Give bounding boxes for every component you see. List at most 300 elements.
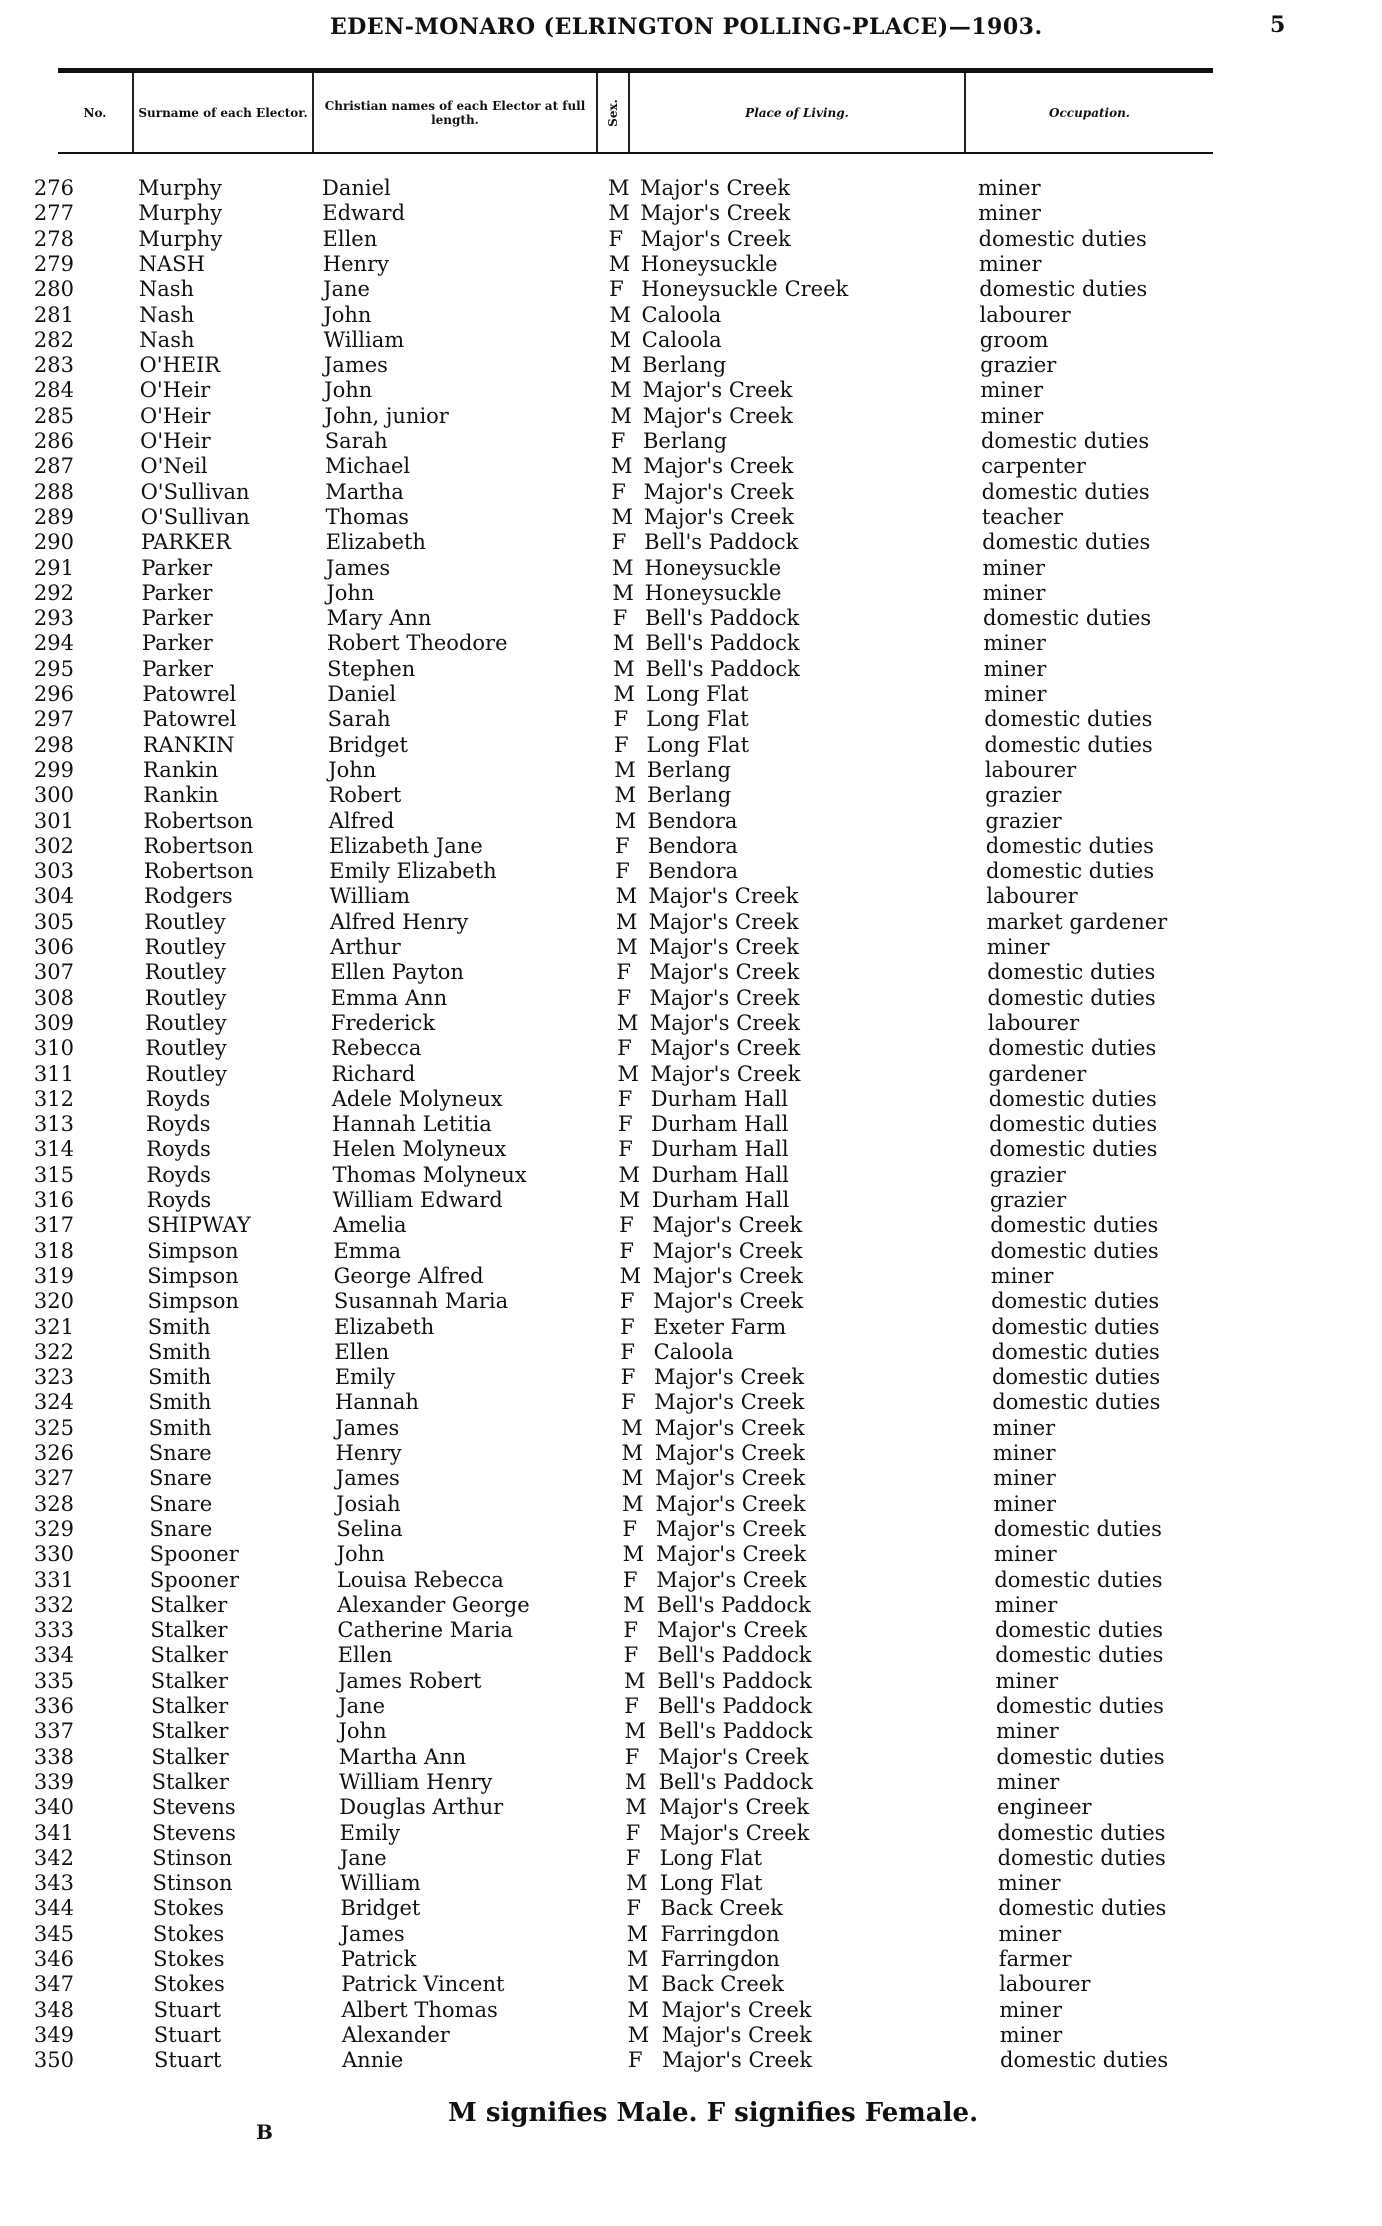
elector-place: Durham Hall bbox=[651, 1112, 789, 1137]
elector-sex: F bbox=[625, 1820, 641, 1845]
elector-number: 325 bbox=[33, 1415, 74, 1440]
elector-christian-names: Louisa Rebecca bbox=[336, 1567, 504, 1592]
elector-surname: O'Heir bbox=[140, 429, 211, 453]
elector-occupation: miner bbox=[978, 251, 1042, 276]
elector-place: Bendora bbox=[647, 833, 738, 858]
elector-christian-names: Henry bbox=[335, 1441, 402, 1465]
elector-row bbox=[0, 1264, 1382, 1289]
elector-sex: F bbox=[611, 530, 627, 555]
elector-occupation: domestic duties bbox=[980, 429, 1150, 453]
column-header-row bbox=[58, 68, 1213, 154]
elector-number: 304 bbox=[33, 884, 74, 909]
elector-place: Honeysuckle bbox=[644, 580, 782, 605]
elector-place: Caloola bbox=[653, 1339, 734, 1364]
elector-place: Bell's Paddock bbox=[645, 606, 800, 631]
elector-place: Exeter Farm bbox=[653, 1314, 787, 1339]
elector-row bbox=[0, 1998, 1382, 2023]
elector-row bbox=[0, 960, 1382, 985]
elector-row bbox=[0, 1416, 1382, 1441]
elector-place: Back Creek bbox=[661, 1972, 784, 1997]
elector-row bbox=[0, 1643, 1382, 1668]
elector-number: 283 bbox=[33, 353, 74, 378]
elector-occupation: domestic duties bbox=[988, 1086, 1157, 1111]
elector-row bbox=[0, 1542, 1382, 1567]
elector-place: Bell's Paddock bbox=[657, 1694, 813, 1718]
elector-number: 280 bbox=[33, 277, 74, 302]
elector-occupation: grazier bbox=[989, 1188, 1067, 1212]
elector-sex: M bbox=[625, 1769, 647, 1794]
elector-occupation: labourer bbox=[999, 1972, 1091, 1997]
elector-occupation: miner bbox=[980, 403, 1044, 428]
elector-row bbox=[0, 1062, 1382, 1087]
elector-christian-names: Frederick bbox=[330, 1010, 436, 1035]
elector-sex: M bbox=[614, 808, 637, 833]
elector-number: 288 bbox=[33, 479, 74, 504]
elector-christian-names: William bbox=[340, 1871, 421, 1896]
elector-christian-names: Hannah bbox=[334, 1390, 419, 1415]
elector-number: 281 bbox=[33, 302, 74, 327]
elector-christian-names: Rebecca bbox=[331, 1036, 422, 1061]
elector-number: 301 bbox=[33, 808, 74, 833]
elector-occupation: domestic duties bbox=[988, 1036, 1157, 1061]
elector-surname: Stalker bbox=[150, 1592, 228, 1617]
elector-sex: M bbox=[616, 935, 638, 959]
elector-number: 276 bbox=[33, 176, 74, 200]
elector-sex: F bbox=[613, 732, 629, 757]
elector-place: Major's Creek bbox=[656, 1618, 808, 1643]
elector-christian-names: Selina bbox=[336, 1516, 403, 1541]
elector-surname: Stinson bbox=[152, 1845, 233, 1870]
elector-number: 330 bbox=[33, 1542, 74, 1567]
elector-row bbox=[0, 859, 1382, 884]
elector-place: Major's Creek bbox=[656, 1542, 807, 1567]
elector-row bbox=[0, 657, 1382, 682]
elector-number: 282 bbox=[33, 327, 74, 352]
elector-row bbox=[0, 1795, 1382, 1820]
elector-place: Major's Creek bbox=[650, 1036, 801, 1061]
elector-row bbox=[0, 1896, 1382, 1921]
elector-row bbox=[0, 1036, 1382, 1061]
elector-surname: Stokes bbox=[152, 1921, 225, 1946]
elector-surname: Stuart bbox=[154, 2048, 222, 2073]
elector-occupation: farmer bbox=[998, 1947, 1072, 1971]
elector-occupation: gardener bbox=[988, 1061, 1087, 1086]
elector-sex: F bbox=[619, 1213, 634, 1238]
elector-surname: O'Sullivan bbox=[140, 504, 250, 529]
elector-row bbox=[0, 1466, 1382, 1491]
elector-place: Major's Creek bbox=[656, 1567, 807, 1592]
elector-christian-names: Patrick Vincent bbox=[341, 1972, 505, 1997]
elector-place: Honeysuckle bbox=[644, 555, 782, 580]
elector-occupation: grazier bbox=[985, 783, 1062, 808]
elector-sex: M bbox=[619, 1263, 642, 1288]
elector-place: Major's Creek bbox=[649, 985, 800, 1010]
elector-row bbox=[0, 1846, 1382, 1871]
elector-sex: M bbox=[613, 682, 635, 706]
signature-letter: B bbox=[256, 2120, 273, 2144]
elector-christian-names: Catherine Maria bbox=[337, 1618, 514, 1643]
elector-number: 332 bbox=[33, 1592, 74, 1617]
elector-place: Farringdon bbox=[660, 1921, 780, 1946]
elector-surname: Simpson bbox=[147, 1238, 239, 1263]
elector-place: Major's Creek bbox=[648, 909, 799, 934]
elector-christian-names: Mary Ann bbox=[326, 606, 432, 631]
elector-row bbox=[0, 1669, 1382, 1694]
elector-number: 312 bbox=[33, 1086, 74, 1111]
elector-row bbox=[0, 1213, 1382, 1238]
elector-place: Bell's Paddock bbox=[658, 1719, 813, 1744]
elector-number: 295 bbox=[33, 656, 74, 681]
elector-occupation: miner bbox=[996, 1719, 1059, 1744]
elector-sex: M bbox=[609, 302, 631, 327]
elector-number: 346 bbox=[33, 1947, 74, 1971]
elector-place: Long Flat bbox=[645, 682, 749, 706]
elector-surname: Routley bbox=[145, 1010, 227, 1035]
elector-number: 339 bbox=[33, 1769, 74, 1794]
elector-number: 331 bbox=[33, 1567, 74, 1592]
elector-place: Major's Creek bbox=[652, 1263, 803, 1288]
elector-occupation: groom bbox=[979, 327, 1049, 352]
elector-sex: M bbox=[622, 1491, 644, 1516]
elector-place: Bell's Paddock bbox=[645, 631, 800, 656]
col-header-surname: Surname of each Elector. bbox=[134, 73, 314, 152]
elector-place: Major's Creek bbox=[659, 1820, 810, 1845]
page-title: EDEN-MONARO (ELRINGTON POLLING-PLACE)—1903. bbox=[330, 14, 1043, 40]
elector-sex: M bbox=[609, 353, 632, 378]
elector-place: Major's Creek bbox=[640, 201, 791, 226]
elector-number: 289 bbox=[33, 504, 74, 529]
elector-number: 294 bbox=[33, 631, 74, 656]
elector-row bbox=[0, 1315, 1382, 1340]
elector-surname: Snare bbox=[149, 1516, 213, 1541]
elector-surname: NASH bbox=[138, 251, 205, 276]
elector-christian-names: Elizabeth bbox=[325, 530, 426, 555]
elector-row bbox=[0, 1112, 1382, 1137]
elector-christian-names: John, junior bbox=[324, 403, 449, 428]
elector-occupation: domestic duties bbox=[984, 732, 1153, 757]
elector-row bbox=[0, 884, 1382, 909]
elector-surname: Stalker bbox=[151, 1719, 229, 1744]
elector-place: Major's Creek bbox=[658, 1744, 809, 1769]
elector-surname: Stuart bbox=[153, 1997, 221, 2022]
elector-place: Major's Creek bbox=[640, 176, 791, 200]
elector-row bbox=[0, 201, 1382, 226]
elector-sex: F bbox=[619, 1289, 635, 1314]
elector-place: Major's Creek bbox=[655, 1466, 806, 1491]
elector-place: Durham Hall bbox=[650, 1086, 788, 1111]
elector-place: Major's Creek bbox=[649, 1010, 800, 1035]
elector-row bbox=[0, 910, 1382, 935]
elector-number: 307 bbox=[33, 960, 74, 985]
elector-place: Bell's Paddock bbox=[644, 530, 799, 555]
elector-christian-names: James bbox=[335, 1466, 400, 1491]
elector-surname: Spooner bbox=[149, 1542, 239, 1567]
elector-number: 287 bbox=[33, 454, 74, 479]
elector-row bbox=[0, 505, 1382, 530]
elector-occupation: miner bbox=[996, 1769, 1060, 1794]
elector-occupation: domestic duties bbox=[991, 1314, 1160, 1339]
elector-number: 277 bbox=[33, 201, 74, 226]
elector-row bbox=[0, 783, 1382, 808]
elector-sex: M bbox=[615, 909, 638, 934]
elector-row bbox=[0, 1593, 1382, 1618]
elector-surname: SHIPWAY bbox=[146, 1213, 251, 1238]
elector-surname: Murphy bbox=[138, 176, 222, 200]
elector-occupation: domestic duties bbox=[995, 1694, 1164, 1718]
elector-number: 341 bbox=[33, 1820, 74, 1845]
elector-sex: F bbox=[617, 1086, 633, 1111]
elector-surname: Royds bbox=[146, 1188, 212, 1212]
elector-row bbox=[0, 227, 1382, 252]
elector-place: Back Creek bbox=[660, 1896, 784, 1921]
elector-sex: F bbox=[612, 606, 628, 631]
elector-place: Major's Creek bbox=[652, 1213, 803, 1238]
elector-row bbox=[0, 809, 1382, 834]
elector-row bbox=[0, 480, 1382, 505]
elector-row bbox=[0, 1719, 1382, 1744]
elector-row bbox=[0, 1492, 1382, 1517]
elector-place: Major's Creek bbox=[654, 1441, 805, 1465]
elector-occupation: miner bbox=[986, 935, 1050, 959]
elector-place: Major's Creek bbox=[662, 2048, 813, 2073]
elector-christian-names: Arthur bbox=[330, 935, 401, 959]
elector-surname: Smith bbox=[148, 1365, 212, 1390]
elector-occupation: labourer bbox=[986, 884, 1078, 909]
elector-sex: M bbox=[618, 1162, 641, 1187]
elector-occupation: domestic duties bbox=[994, 1618, 1164, 1643]
elector-surname: Robertson bbox=[143, 859, 254, 884]
elector-place: Major's Creek bbox=[655, 1516, 806, 1541]
elector-christian-names: Susannah Maria bbox=[333, 1289, 509, 1314]
elector-surname: Stalker bbox=[150, 1643, 228, 1668]
elector-row bbox=[0, 758, 1382, 783]
elector-number: 335 bbox=[33, 1668, 74, 1693]
elector-christian-names: Alfred bbox=[328, 808, 395, 833]
elector-surname: Stalker bbox=[151, 1769, 229, 1794]
elector-place: Major's Creek bbox=[642, 403, 793, 428]
elector-row bbox=[0, 1011, 1382, 1036]
elector-christian-names: James bbox=[340, 1921, 405, 1946]
elector-surname: O'Heir bbox=[139, 378, 211, 403]
elector-row bbox=[0, 1618, 1382, 1643]
elector-sex: F bbox=[616, 985, 632, 1010]
elector-occupation: miner bbox=[982, 580, 1046, 605]
elector-number: 319 bbox=[33, 1263, 74, 1288]
elector-sex: M bbox=[623, 1592, 645, 1617]
elector-place: Caloola bbox=[641, 302, 722, 327]
elector-number: 322 bbox=[33, 1339, 74, 1364]
elector-number: 285 bbox=[33, 403, 74, 428]
elector-sex: M bbox=[621, 1466, 644, 1491]
elector-christian-names: James bbox=[335, 1415, 400, 1440]
elector-surname: O'Neil bbox=[140, 454, 208, 479]
elector-occupation: domestic duties bbox=[997, 1820, 1166, 1845]
elector-occupation: domestic duties bbox=[992, 1390, 1161, 1415]
elector-occupation: domestic duties bbox=[991, 1339, 1160, 1364]
elector-row bbox=[0, 581, 1382, 606]
elector-sex: M bbox=[610, 454, 633, 479]
elector-row bbox=[0, 1289, 1382, 1314]
elector-occupation: miner bbox=[995, 1668, 1059, 1693]
elector-row bbox=[0, 1137, 1382, 1162]
elector-occupation: domestic duties bbox=[991, 1365, 1161, 1390]
elector-number: 343 bbox=[33, 1871, 74, 1896]
elector-surname: RANKIN bbox=[142, 732, 235, 757]
elector-surname: O'HEIR bbox=[139, 353, 221, 378]
elector-sex: F bbox=[616, 960, 631, 985]
elector-row bbox=[0, 1745, 1382, 1770]
elector-christian-names: Alfred Henry bbox=[329, 909, 469, 934]
elector-number: 347 bbox=[33, 1972, 74, 1997]
elector-occupation: miner bbox=[978, 201, 1041, 226]
elector-place: Honeysuckle bbox=[640, 251, 778, 276]
elector-sex: M bbox=[627, 1972, 649, 1997]
elector-place: Bell's Paddock bbox=[645, 656, 800, 681]
elector-sex: F bbox=[620, 1339, 635, 1364]
elector-surname: Parker bbox=[141, 555, 213, 580]
elector-occupation: miner bbox=[978, 176, 1041, 200]
elector-number: 334 bbox=[33, 1643, 74, 1668]
elector-occupation: miner bbox=[990, 1263, 1054, 1288]
elector-sex: M bbox=[618, 1188, 641, 1212]
elector-row bbox=[0, 1947, 1382, 1972]
elector-christian-names: James bbox=[323, 353, 388, 378]
elector-occupation: miner bbox=[994, 1592, 1058, 1617]
elector-surname: Robertson bbox=[143, 833, 254, 858]
elector-occupation: miner bbox=[998, 1921, 1062, 1946]
elector-surname: Stokes bbox=[152, 1896, 225, 1921]
elector-number: 314 bbox=[33, 1137, 74, 1162]
elector-surname: Royds bbox=[146, 1162, 211, 1187]
elector-number: 345 bbox=[33, 1921, 74, 1946]
elector-place: Honeysuckle Creek bbox=[641, 277, 849, 302]
elector-christian-names: William bbox=[329, 884, 411, 909]
elector-occupation: domestic duties bbox=[986, 859, 1155, 884]
elector-christian-names: Alexander bbox=[341, 2022, 450, 2047]
elector-number: 344 bbox=[33, 1896, 74, 1921]
elector-occupation: domestic duties bbox=[998, 1896, 1167, 1921]
elector-surname: Stalker bbox=[150, 1668, 229, 1693]
elector-surname: Smith bbox=[147, 1314, 211, 1339]
elector-sex: F bbox=[619, 1238, 634, 1263]
elector-number: 327 bbox=[33, 1466, 74, 1491]
elector-christian-names: Robert Theodore bbox=[326, 631, 508, 656]
elector-occupation: miner bbox=[983, 682, 1047, 706]
elector-surname: Snare bbox=[149, 1466, 212, 1491]
elector-number: 299 bbox=[33, 757, 74, 782]
elector-place: Farringdon bbox=[660, 1947, 780, 1971]
elector-sex: M bbox=[626, 1947, 649, 1971]
elector-place: Caloola bbox=[641, 327, 722, 352]
elector-number: 297 bbox=[33, 707, 74, 732]
elector-number: 303 bbox=[33, 859, 74, 884]
elector-occupation: grazier bbox=[980, 353, 1057, 378]
elector-row bbox=[0, 1390, 1382, 1415]
elector-row bbox=[0, 378, 1382, 403]
elector-number: 338 bbox=[33, 1744, 74, 1769]
elector-sex: F bbox=[613, 707, 629, 732]
elector-sex: M bbox=[612, 555, 634, 580]
elector-occupation: domestic duties bbox=[989, 1137, 1158, 1162]
elector-christian-names: Daniel bbox=[322, 176, 391, 200]
elector-occupation: miner bbox=[983, 656, 1047, 681]
elector-number: 296 bbox=[33, 682, 74, 706]
elector-number: 291 bbox=[33, 555, 74, 580]
elector-sex: M bbox=[608, 201, 630, 226]
elector-christian-names: Ellen bbox=[322, 226, 378, 251]
elector-sex: F bbox=[620, 1314, 635, 1339]
elector-christian-names: William bbox=[323, 327, 405, 352]
elector-number: 321 bbox=[33, 1314, 74, 1339]
elector-sex: M bbox=[625, 1795, 647, 1820]
elector-surname: Royds bbox=[146, 1137, 211, 1162]
elector-sex: M bbox=[609, 327, 632, 352]
elector-sex: F bbox=[628, 2048, 643, 2073]
elector-row bbox=[0, 1188, 1382, 1213]
elector-occupation: domestic duties bbox=[995, 1643, 1164, 1668]
elector-occupation: engineer bbox=[997, 1795, 1092, 1820]
col-header-no: No. bbox=[58, 73, 134, 152]
elector-surname: Smith bbox=[148, 1415, 212, 1440]
elector-place: Major's Creek bbox=[648, 884, 799, 909]
elector-place: Major's Creek bbox=[661, 2022, 812, 2047]
elector-surname: Parker bbox=[141, 631, 213, 656]
elector-place: Major's Creek bbox=[661, 1997, 812, 2022]
elector-row bbox=[0, 1972, 1382, 1997]
elector-occupation: miner bbox=[992, 1415, 1056, 1440]
elector-occupation: miner bbox=[994, 1542, 1057, 1567]
elector-place: Major's Creek bbox=[648, 935, 800, 959]
elector-occupation: carpenter bbox=[981, 454, 1086, 479]
elector-occupation: domestic duties bbox=[984, 707, 1153, 732]
elector-row bbox=[0, 556, 1382, 581]
elector-surname: Stinson bbox=[152, 1871, 233, 1896]
elector-number: 318 bbox=[33, 1238, 74, 1263]
elector-row bbox=[0, 2023, 1382, 2048]
elector-christian-names: John bbox=[336, 1542, 385, 1567]
elector-christian-names: Daniel bbox=[327, 682, 397, 706]
elector-number: 350 bbox=[33, 2048, 74, 2073]
elector-place: Major's Creek bbox=[654, 1415, 805, 1440]
elector-occupation: miner bbox=[983, 631, 1046, 656]
elector-sex: F bbox=[623, 1643, 639, 1668]
elector-row bbox=[0, 1163, 1382, 1188]
elector-surname: Stevens bbox=[152, 1820, 236, 1845]
elector-christian-names: Albert Thomas bbox=[341, 1997, 498, 2022]
elector-christian-names: Robert bbox=[328, 783, 402, 808]
elector-surname: Routley bbox=[145, 1061, 227, 1086]
elector-christian-names: Emma Ann bbox=[330, 985, 448, 1010]
elector-christian-names: Emma bbox=[333, 1238, 402, 1263]
elector-place: Major's Creek bbox=[643, 504, 794, 529]
elector-surname: Rodgers bbox=[144, 884, 233, 909]
elector-occupation: domestic duties bbox=[990, 1238, 1159, 1263]
elector-number: 300 bbox=[33, 783, 74, 808]
elector-occupation: domestic duties bbox=[983, 606, 1152, 631]
elector-christian-names: Douglas Arthur bbox=[339, 1795, 504, 1820]
elector-place: Major's Creek bbox=[649, 960, 800, 985]
elector-number: 336 bbox=[33, 1694, 74, 1718]
elector-surname: Parker bbox=[141, 580, 213, 605]
elector-christian-names: Henry bbox=[322, 251, 389, 276]
elector-row bbox=[0, 1365, 1382, 1390]
elector-sex: F bbox=[620, 1365, 636, 1390]
elector-surname: Murphy bbox=[138, 201, 223, 226]
elector-sex: M bbox=[627, 2022, 650, 2047]
elector-surname: Parker bbox=[142, 656, 214, 681]
elector-occupation: domestic duties bbox=[990, 1213, 1159, 1238]
elector-occupation: domestic duties bbox=[982, 530, 1151, 555]
